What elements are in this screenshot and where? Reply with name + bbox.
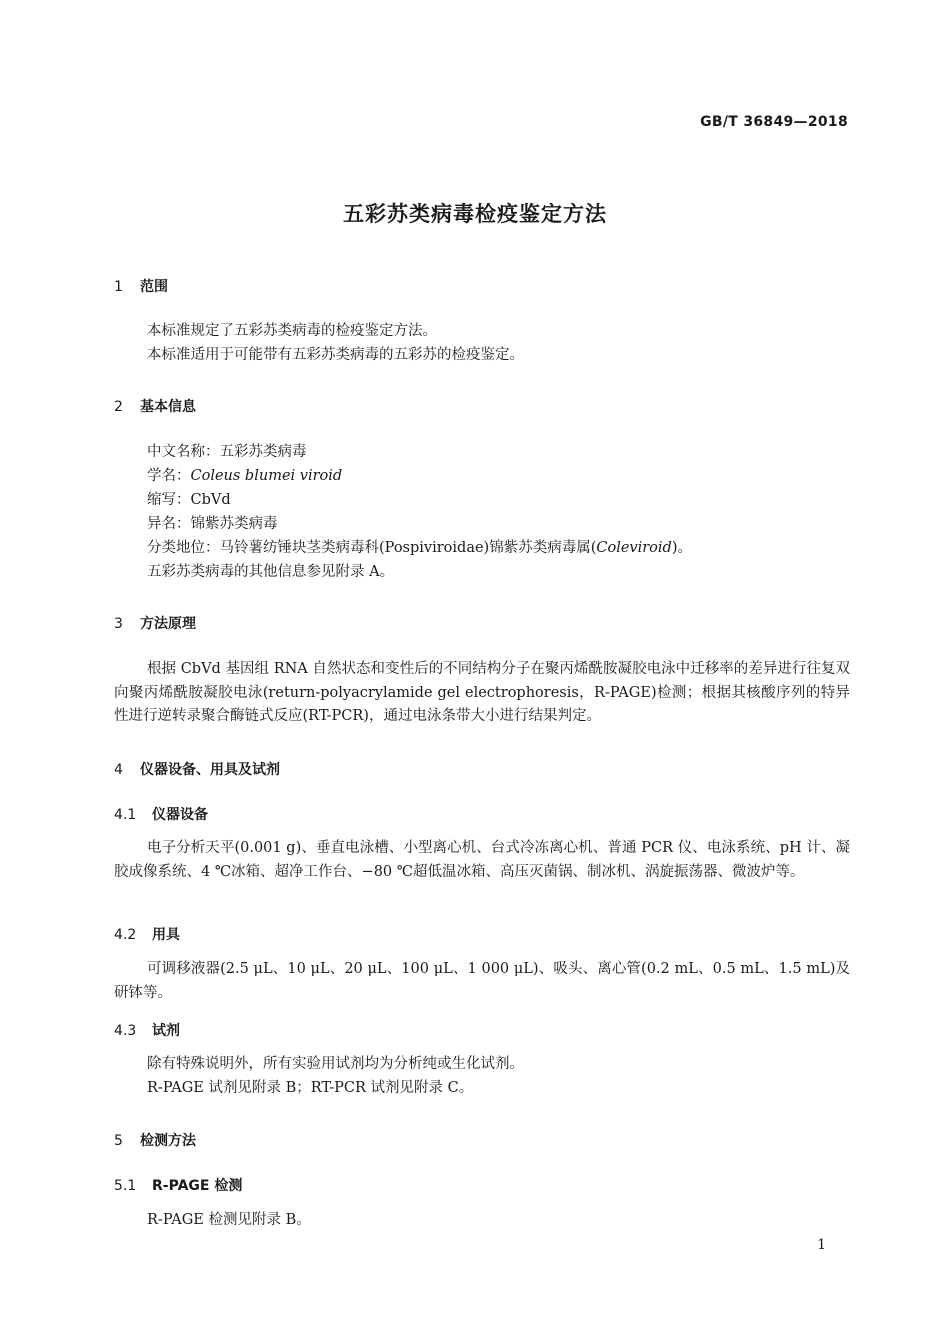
subsection-title: 仪器设备 <box>152 807 208 823</box>
info-alias: 异名：锦紫苏类病毒 <box>147 516 278 532</box>
scientific-name: Coleus blumei viroid <box>190 468 343 484</box>
label: 学名： <box>147 468 191 484</box>
section-title: 基本信息 <box>140 399 196 415</box>
subsection-number: 4.3 <box>114 1023 137 1039</box>
subsection-number: 4.2 <box>114 927 137 943</box>
subsection-title: R-PAGE 检测 <box>152 1178 243 1194</box>
info-chinese-name: 中文名称：五彩苏类病毒 <box>147 444 307 460</box>
section-title: 方法原理 <box>140 616 196 632</box>
subsection-number: 5.1 <box>114 1178 137 1194</box>
info-abbreviation: 缩写：CbVd <box>147 492 231 508</box>
section-4-heading <box>114 759 280 779</box>
subsection-title: 试剂 <box>152 1023 180 1039</box>
section-number: 2 <box>114 399 123 415</box>
page-number: 1 <box>817 1237 826 1253</box>
subsection-4-2-heading <box>114 924 180 944</box>
subsection-4-3-heading <box>114 1020 180 1040</box>
subsection-4-1-heading <box>114 804 208 824</box>
paragraph: 可调移液器(2.5 μL、10 μL、20 μL、100 μL、1 000 μL)、吸头、离心管(0.2 mL、0.5 mL、1.5 mL)及研钵等。 <box>114 961 850 1001</box>
subsection-number: 4.1 <box>114 807 137 823</box>
taxonomy-text: 分类地位：马铃薯纺锤块茎类病毒科(Pospiviroidae)锦紫苏类病毒属( <box>147 540 597 556</box>
document-title: 五彩苏类病毒检疫鉴定方法 <box>343 202 607 226</box>
genus-name: Coleviroid <box>596 540 672 556</box>
info-other: 五彩苏类病毒的其他信息参见附录 A。 <box>147 564 395 580</box>
taxonomy-end: )。 <box>671 540 692 556</box>
section-5-heading <box>114 1130 196 1150</box>
section-2-heading <box>114 396 196 416</box>
paragraph-line: 本标准规定了五彩苏类病毒的检疫鉴定方法。 <box>147 323 437 339</box>
paragraph-line: 除有特殊说明外，所有实验用试剂均为分析纯或生化试剂。 <box>147 1056 524 1072</box>
section-number: 4 <box>114 762 123 778</box>
subsection-5-1-heading <box>114 1175 242 1195</box>
info-taxonomy <box>147 537 692 561</box>
standard-number: GB/T 36849—2018 <box>700 114 848 130</box>
section-title: 检测方法 <box>140 1133 196 1149</box>
paragraph: 根据 CbVd 基因组 RNA 自然状态和变性后的不同结构分子在聚丙烯酰胺凝胶电泳中迁移率的差异进行往复双向聚丙烯酰胺凝胶电泳(return-polyacrylamide gel electrophoresis，R-PAGE)检测；根据其核酸序列的特异性进行逆转录聚合酶链式反应(RT-PCR)，通过电泳条带大小进行结果判定。 <box>114 661 850 724</box>
paragraph: 电子分析天平(0.001 g)、垂直电泳槽、小型离心机、台式冷冻离心机、普通 PCR 仪、电泳系统、pH 计、凝胶成像系统、4 ℃冰箱、超净工作台、−80 ℃超低温冰箱、高压灭菌锅、制冰机、涡旋振荡器、微波炉等。 <box>114 840 850 880</box>
section-1-heading <box>114 276 168 296</box>
section-number: 5 <box>114 1133 123 1149</box>
paragraph-line: R-PAGE 检测见附录 B。 <box>147 1212 311 1228</box>
section-number: 1 <box>114 279 123 295</box>
section-number: 3 <box>114 616 123 632</box>
paragraph-line: 本标准适用于可能带有五彩苏类病毒的五彩苏的检疫鉴定。 <box>147 347 524 363</box>
section-3-heading <box>114 613 196 633</box>
paragraph-line: R-PAGE 试剂见附录 B；RT-PCR 试剂见附录 C。 <box>147 1080 474 1096</box>
section-title: 仪器设备、用具及试剂 <box>140 762 280 778</box>
info-scientific-name <box>147 465 342 489</box>
section-title: 范围 <box>140 279 168 295</box>
subsection-title: 用具 <box>152 927 180 943</box>
